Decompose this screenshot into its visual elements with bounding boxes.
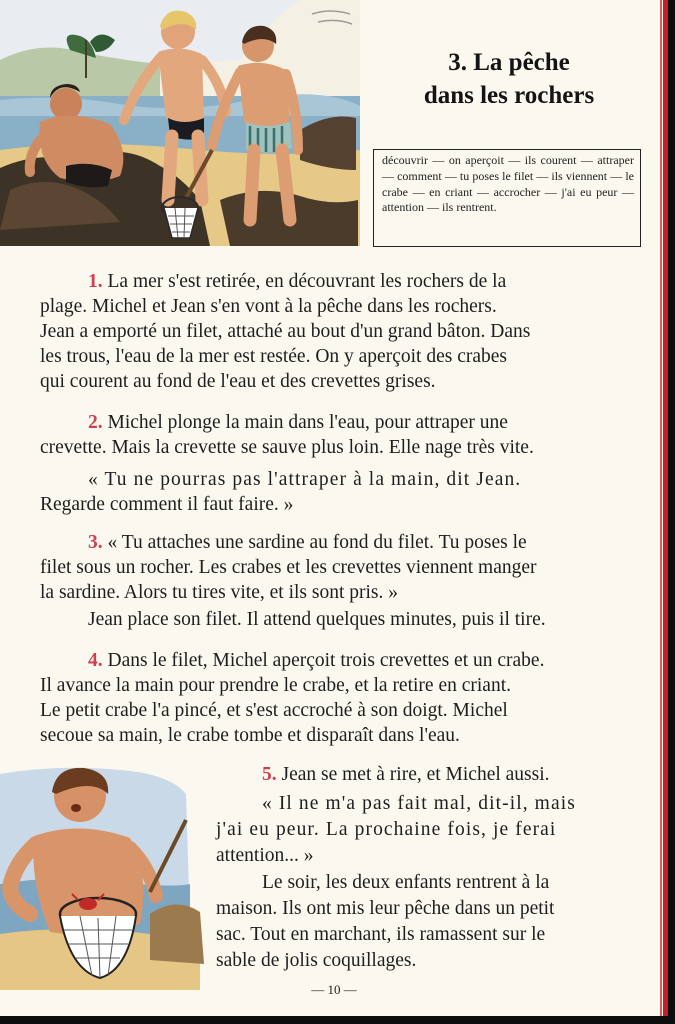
text-line: maison. Ils ont mis leur pêche dans un petit bbox=[216, 898, 555, 919]
line-text: Jean se met à rire, et Michel aussi. bbox=[281, 764, 550, 785]
text-line bbox=[88, 269, 506, 294]
paragraph-number: 3. bbox=[88, 532, 103, 553]
text-line bbox=[88, 648, 544, 673]
text-line: Regarde comment il faut faire. » bbox=[40, 494, 294, 515]
text-line: secoue sa main, le crabe tombe et disparaît dans l'eau. bbox=[40, 725, 460, 746]
illustration-boys-fishing bbox=[0, 0, 360, 246]
vocabulary-box bbox=[373, 149, 641, 247]
text-line: filet sous un rocher. Les crabes et les crevettes viennent manger bbox=[40, 557, 537, 578]
text-line: crevette. Mais la crevette se sauve plus loin. Elle nage très vite. bbox=[40, 437, 534, 458]
paragraph-number: 4. bbox=[88, 650, 103, 671]
text-line: « Il ne m'a pas fait mal, dit-il, mais bbox=[262, 793, 576, 814]
lesson-title-line2: dans les rochers bbox=[423, 82, 595, 109]
vocabulary-text: découvrir — on aperçoit — ils courent — attraper — comment — tu poses le filet — ils viennent — le crabe — en criant — accrocher — j'ai eu peur — attention — ils rentrent. bbox=[382, 153, 634, 215]
lesson-title-line1: 3. La pêche bbox=[448, 49, 570, 76]
text-line: attention... » bbox=[216, 845, 314, 866]
illustration-boy-with-crab bbox=[0, 764, 210, 990]
text-line: Jean place son filet. Il attend quelques minutes, puis il tire. bbox=[88, 609, 546, 630]
paragraph-number: 5. bbox=[262, 764, 277, 785]
text-line: « Tu ne pourras pas l'attraper à la main, dit Jean. bbox=[88, 469, 522, 490]
text-line: Il avance la main pour prendre le crabe, et la retire en criant. bbox=[40, 675, 511, 696]
page-number: — 10 — bbox=[311, 982, 357, 997]
text-line: Le soir, les deux enfants rentrent à la bbox=[262, 872, 550, 893]
text-line: j'ai eu peur. La prochaine fois, je ferai bbox=[216, 819, 557, 840]
text-line: plage. Michel et Jean s'en vont à la pêche dans les rochers. bbox=[40, 296, 497, 317]
text-line bbox=[88, 410, 508, 435]
paragraph-number: 1. bbox=[88, 271, 103, 292]
text-line: Le petit crabe l'a pincé, et s'est accroché à son doigt. Michel bbox=[40, 700, 508, 721]
line-text: Michel plonge la main dans l'eau, pour attraper une bbox=[107, 412, 508, 433]
paragraph-number: 2. bbox=[88, 412, 103, 433]
line-text: Dans le filet, Michel aperçoit trois crevettes et un crabe. bbox=[107, 650, 545, 671]
text-line: sable de jolis coquillages. bbox=[216, 950, 417, 971]
page-edge-highlight bbox=[660, 0, 662, 1016]
line-text: La mer s'est retirée, en découvrant les rochers de la bbox=[107, 271, 507, 292]
lesson-title bbox=[378, 46, 640, 112]
text-line: la sardine. Alors tu tires vite, et ils sont pris. » bbox=[40, 582, 398, 603]
line-text: « Tu attaches une sardine au fond du filet. Tu poses le bbox=[107, 532, 527, 553]
text-line: les trous, l'eau de la mer est restée. On y aperçoit des crabes bbox=[40, 346, 507, 367]
page-edge-red bbox=[663, 0, 668, 1016]
text-line bbox=[262, 762, 550, 787]
text-line: sac. Tout en marchant, ils ramassent sur le bbox=[216, 924, 546, 945]
text-line: Jean a emporté un filet, attaché au bout d'un grand bâton. Dans bbox=[40, 321, 531, 342]
text-line bbox=[88, 530, 527, 555]
text-line: qui courent au fond de l'eau et des crevettes grises. bbox=[40, 371, 436, 392]
